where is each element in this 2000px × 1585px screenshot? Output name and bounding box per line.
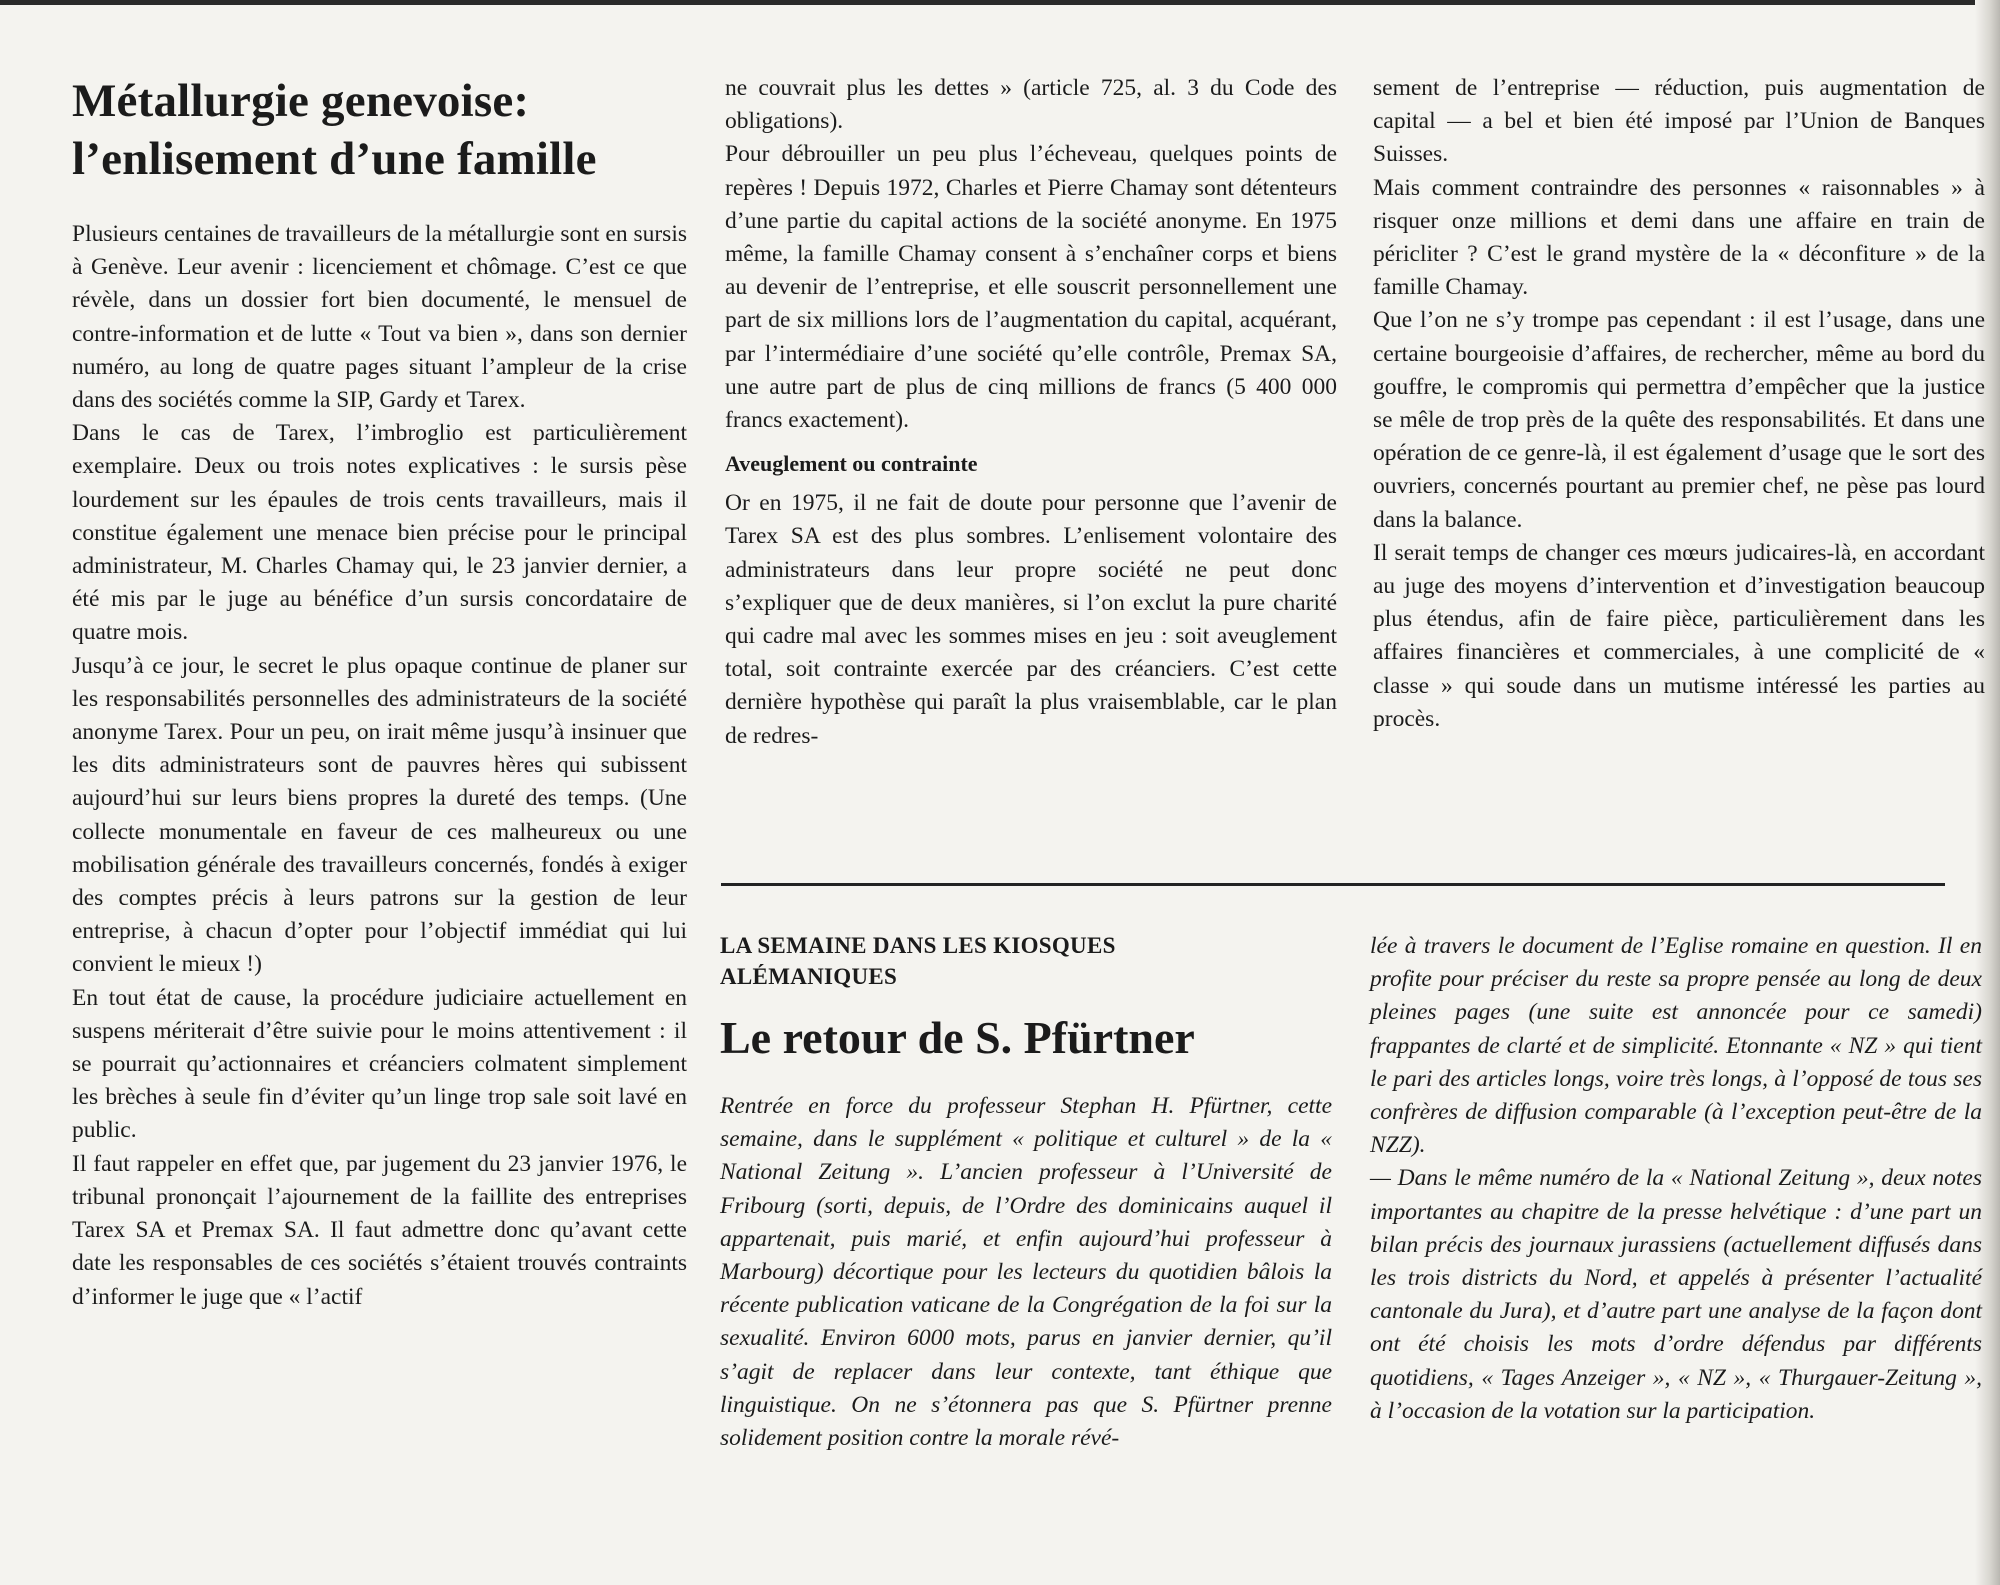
article1-column-3 — [1373, 72, 1985, 736]
article1-title-line2: l’enlisement d’une famille — [72, 133, 597, 185]
article2-column-3 — [1370, 930, 1982, 1428]
article1-paragraph: Il serait temps de changer ces mœurs judicaires-là, en accordant au juge des moyens d’intervention et d’investigation beaucoup plus étendus, afin de faire pièce, particulièrement dans les affaires financières et commerciales, à une complicité de « classe » qui soude dans un mutisme intéressé les parties au procès. — [1373, 539, 1985, 732]
article2-paragraph: lée à travers le document de l’Eglise romaine en question. Il en profite pour préciser du reste sa propre pensée au long de deux pleines pages (une suite est annoncée pour ce samedi) frappantes de clarté et de simplicité. Etonnante « NZ » qui tient le pari des articles longs, voire très longs, à l’opposé de tous ses confrères de diffusion comparable (à l’exception peut-être de la NZZ). — [1370, 933, 1982, 1159]
article2-paragraph: Rentrée en force du professeur Stephan H. Pfürtner, cette semaine, dans le supplément « politique et culturel » de la « National Zeitung ». L’ancien professeur à l’Université de Fribourg (sorti, depuis, de l’Ordre des dominicains auquel il appartenait, puis marié, et enfin aujourd’hui professeur à Marbourg) décortique pour les lecteurs du quotidien bâlois la récente publication vaticane de la Congrégation de la foi sur la sexualité. Environ 6000 mots, parus en janvier dernier, qu’il s’agit de replacer dans leur contexte, tant éthique que linguistique. On ne s’étonnera pas que S. Pfürtner prenne solidement position contre la morale révé- — [720, 1093, 1332, 1452]
section-divider-rule — [721, 883, 1945, 886]
article1-title — [72, 72, 687, 188]
article1-paragraph: ne couvrait plus les dettes » (article 725, al. 3 du Code des obligations). — [725, 75, 1337, 135]
article2-kicker — [720, 930, 1332, 992]
article2-paragraph: — Dans le même numéro de la « National Zeitung », deux notes importantes au chapitre de la presse helvétique : d’une part un bilan précis des journaux jurassiens (actuellement diffusés dans les trois districts du Nord, et appelés à présenter l’actualité cantonale du Jura), et d’autre part une analyse de la façon dont ont été choisis les mots d’ordre défendus par différents quotidiens, « Tages Anzeiger », « NZ », « Thurgauer-Zeitung », à l’occasion de la votation sur la participation. — [1370, 1165, 1982, 1424]
article1-paragraph: Il faut rappeler en effet que, par jugement du 23 janvier 1976, le tribunal prononçait l’ajournement de la faillite des entreprises Tarex SA et Premax SA. Il faut admettre donc qu’avant cette date les responsables de ces sociétés s’étaient trouvés contraints d’informer le juge que « l’actif — [72, 1150, 687, 1310]
page-top-border — [0, 0, 2000, 5]
article1-paragraph: Or en 1975, il ne fait de doute pour personne que l’avenir de Tarex SA est des plus sombres. L’enlisement volontaire des administrateurs dans leur propre société ne peut donc s’expliquer que de deux manières, si l’on exclut la pure charité qui cadre mal avec les sommes mises en jeu : soit aveuglement total, soit contrainte exercée par des créanciers. C’est cette dernière hypothèse qui paraît la plus vraisemblable, car le plan de redres- — [725, 490, 1337, 749]
article2-kicker-line1: LA SEMAINE DANS LES KIOSQUES — [720, 933, 1116, 958]
article1-column-2 — [725, 72, 1337, 753]
article1-subheading: Aveuglement ou contrainte — [725, 451, 978, 477]
article1-paragraph: Pour débrouiller un peu plus l’écheveau, quelques points de repères ! Depuis 1972, Charles et Pierre Chamay sont détenteurs d’une partie du capital actions de la société anonyme. En 1975 même, la famille Chamay consent à s’enchaîner corps et biens au devenir de l’entreprise, et elle souscrit personnellement une part de six millions lors de l’augmentation du capital, acquérant, par l’intermédiaire d’une société qu’elle contrôle, Premax SA, une autre part de plus de cinq millions de francs (5 400 000 francs exactement). — [725, 141, 1337, 434]
article2-column-2 — [720, 930, 1332, 1455]
article2-title: Le retour de S. Pfürtner — [720, 1012, 1195, 1063]
article2-kicker-line2: ALÉMANIQUES — [720, 964, 898, 989]
article1-paragraph: Mais comment contraindre des personnes « raisonnables » à risquer onze millions et demi dans une affaire en train de péricliter ? C’est le grand mystère de la « déconfiture » de la famille Chamay. — [1373, 174, 1985, 301]
article1-paragraph: Plusieurs centaines de travailleurs de la métallurgie sont en sursis à Genève. Leur avenir : licenciement et chômage. C’est ce que révèle, dans un dossier fort bien documenté, le mensuel de contre-information et de lutte « Tout va bien », dans son dernier numéro, au long de quatre pages situant l’ampleur de la crise dans des sociétés comme la SIP, Gardy et Tarex. — [72, 221, 687, 414]
article1-paragraph: Jusqu’à ce jour, le secret le plus opaque continue de planer sur les responsabilités personnelles des administrateurs de la société anonyme Tarex. Pour un peu, on irait même jusqu’à insinuer que les dits administrateurs sont de pauvres hères qui subissent aujourd’hui sur leurs biens propres la dureté des temps. (Une collecte monumentale en faveur de ces malheureux ou une mobilisation générale des travailleurs concernés, fondés à exiger des comptes précis à leurs patrons sur la gestion de leur entreprise, à chacun d’opter pour l’objectif immédiat qui lui convient le mieux !) — [72, 652, 687, 978]
article1-paragraph: En tout état de cause, la procédure judiciaire actuellement en suspens mériterait d’être suivie pour le moins attentivement : il se pourrait qu’actionnaires et créanciers colmatent simplement les brèches à seule fin d’éviter qu’un linge trop sale soit lavé en public. — [72, 984, 687, 1144]
article1-column-1 — [72, 72, 687, 1314]
article1-paragraph: Dans le cas de Tarex, l’imbroglio est particulièrement exemplaire. Deux ou trois notes explicatives : le sursis pèse lourdement sur les épaules de trois cents travailleurs, mais il constitue également une menace bien précise pour le principal administrateur, M. Charles Chamay qui, le 23 janvier dernier, a été mis par le juge au bénéfice d’un sursis concordataire de quatre mois. — [72, 420, 687, 646]
article1-title-line1: Métallurgie genevoise: — [72, 75, 530, 127]
article1-paragraph: Que l’on ne s’y trompe pas cependant : il est l’usage, dans une certaine bourgeoisie d’affaires, de rechercher, même au bord du gouffre, le compromis qui permettra d’empêcher que la justice se mêle de trop près de la quête des responsabilités. Et dans une opération de ce genre-là, il est également d’usage que le sort des ouvriers, concernés pourtant au premier chef, ne pèse pas lourd dans la balance. — [1373, 307, 1985, 533]
article1-paragraph: sement de l’entreprise — réduction, puis augmentation de capital — a bel et bien été imposé par l’Union de Banques Suisses. — [1373, 75, 1985, 168]
